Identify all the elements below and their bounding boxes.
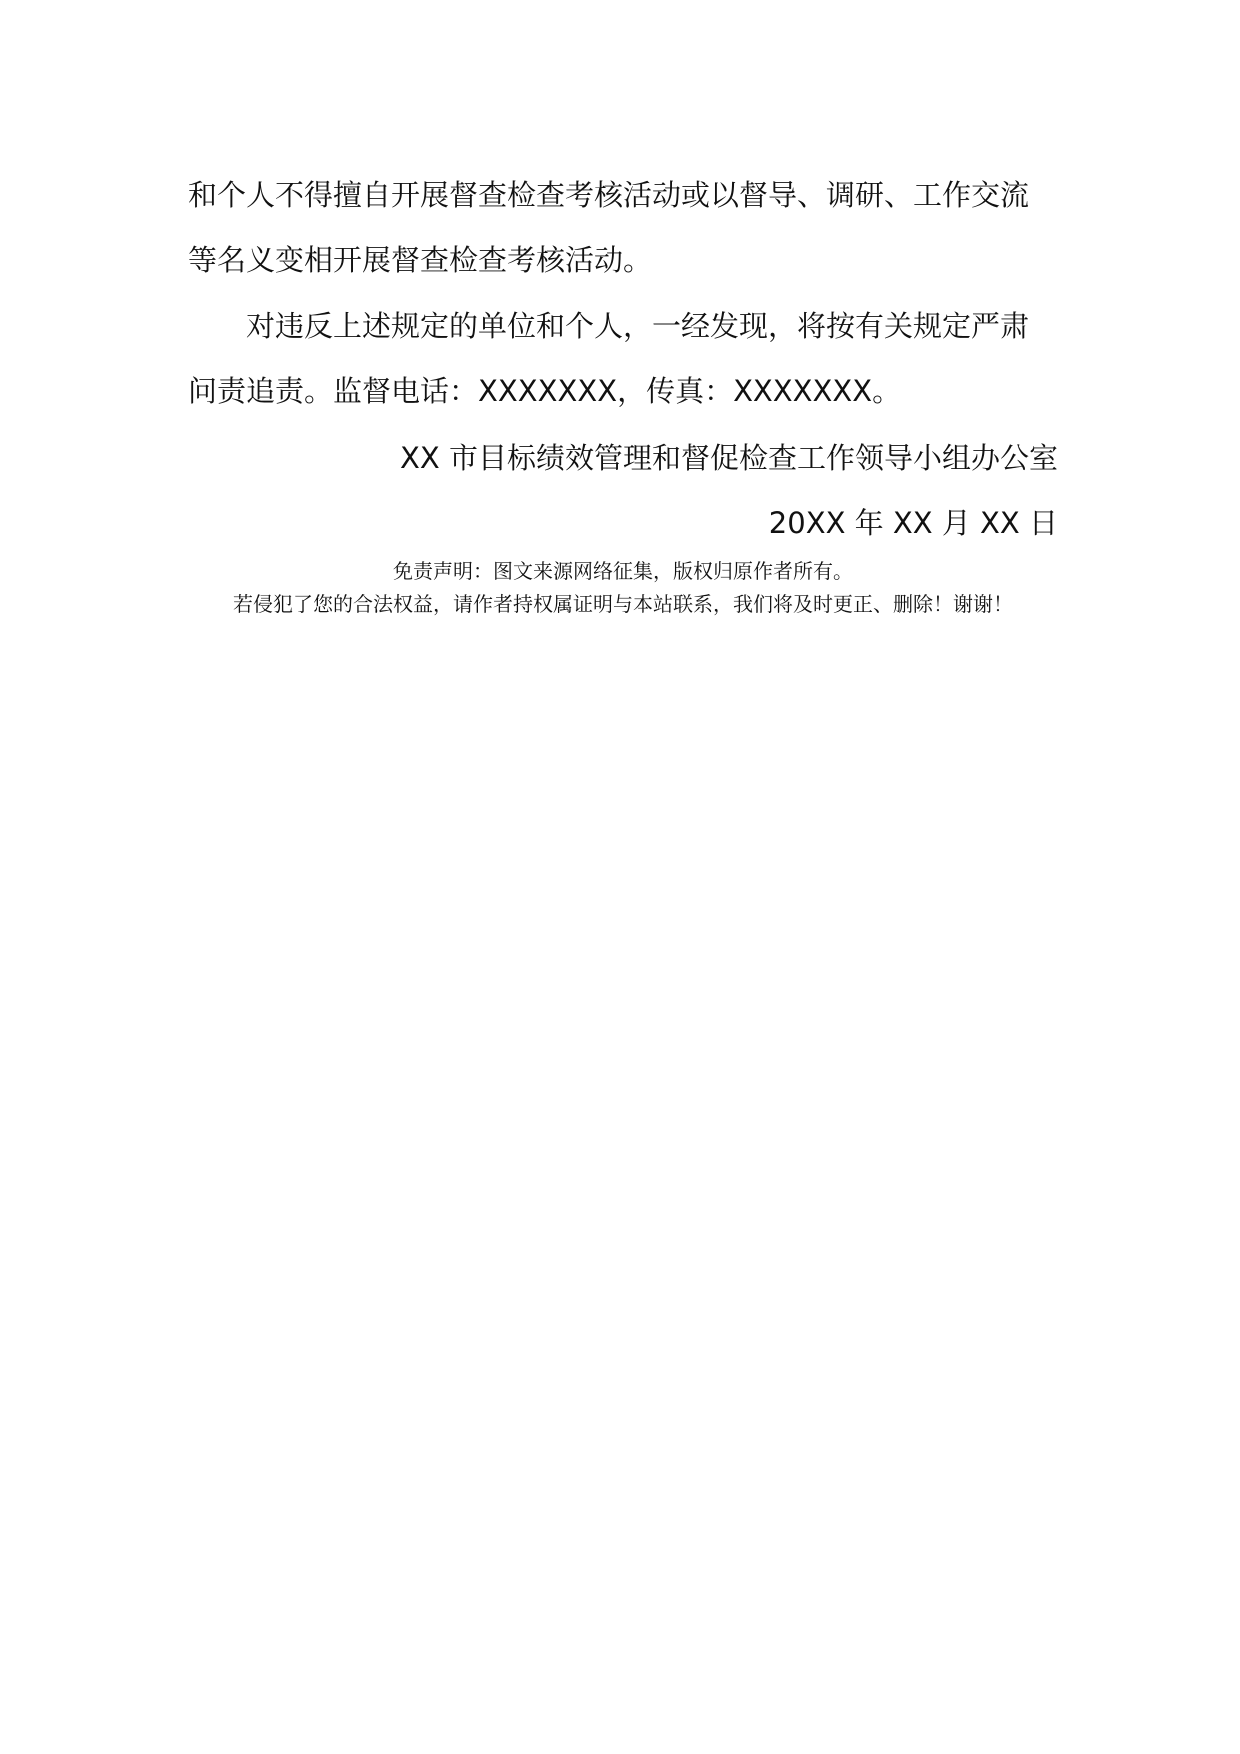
disclaimer-line: 若侵犯了您的合法权益，请作者持权属证明与本站联系，我们将及时更正、删除！谢谢！ (233, 592, 1013, 616)
paragraph-accountability (188, 294, 1058, 424)
paragraph (188, 163, 1058, 293)
paragraph-line: 和个人不得擅自开展督查检查考核活动或以督导、调研、工作交流 (188, 178, 1030, 212)
paragraph-continuation (188, 163, 1058, 293)
paragraph-line: 对违反上述规定的单位和个人，一经发现，将按有关规定严肃 (246, 309, 1030, 343)
paragraph (188, 294, 1058, 424)
paragraph-line: 等名义变相开展督查检查考核活动。 (188, 243, 653, 277)
signature-date: 20XX 年 XX 月 XX 日 (768, 506, 1058, 540)
paragraph-line: 问责追责。监督电话：XXXXXXX，传真：XXXXXXX。 (188, 374, 902, 408)
disclaimer-line: 免责声明：图文来源网络征集，版权归原作者所有。 (393, 559, 853, 583)
signature-organization: XX 市目标绩效管理和督促检查工作领导小组办公室 (400, 441, 1058, 475)
